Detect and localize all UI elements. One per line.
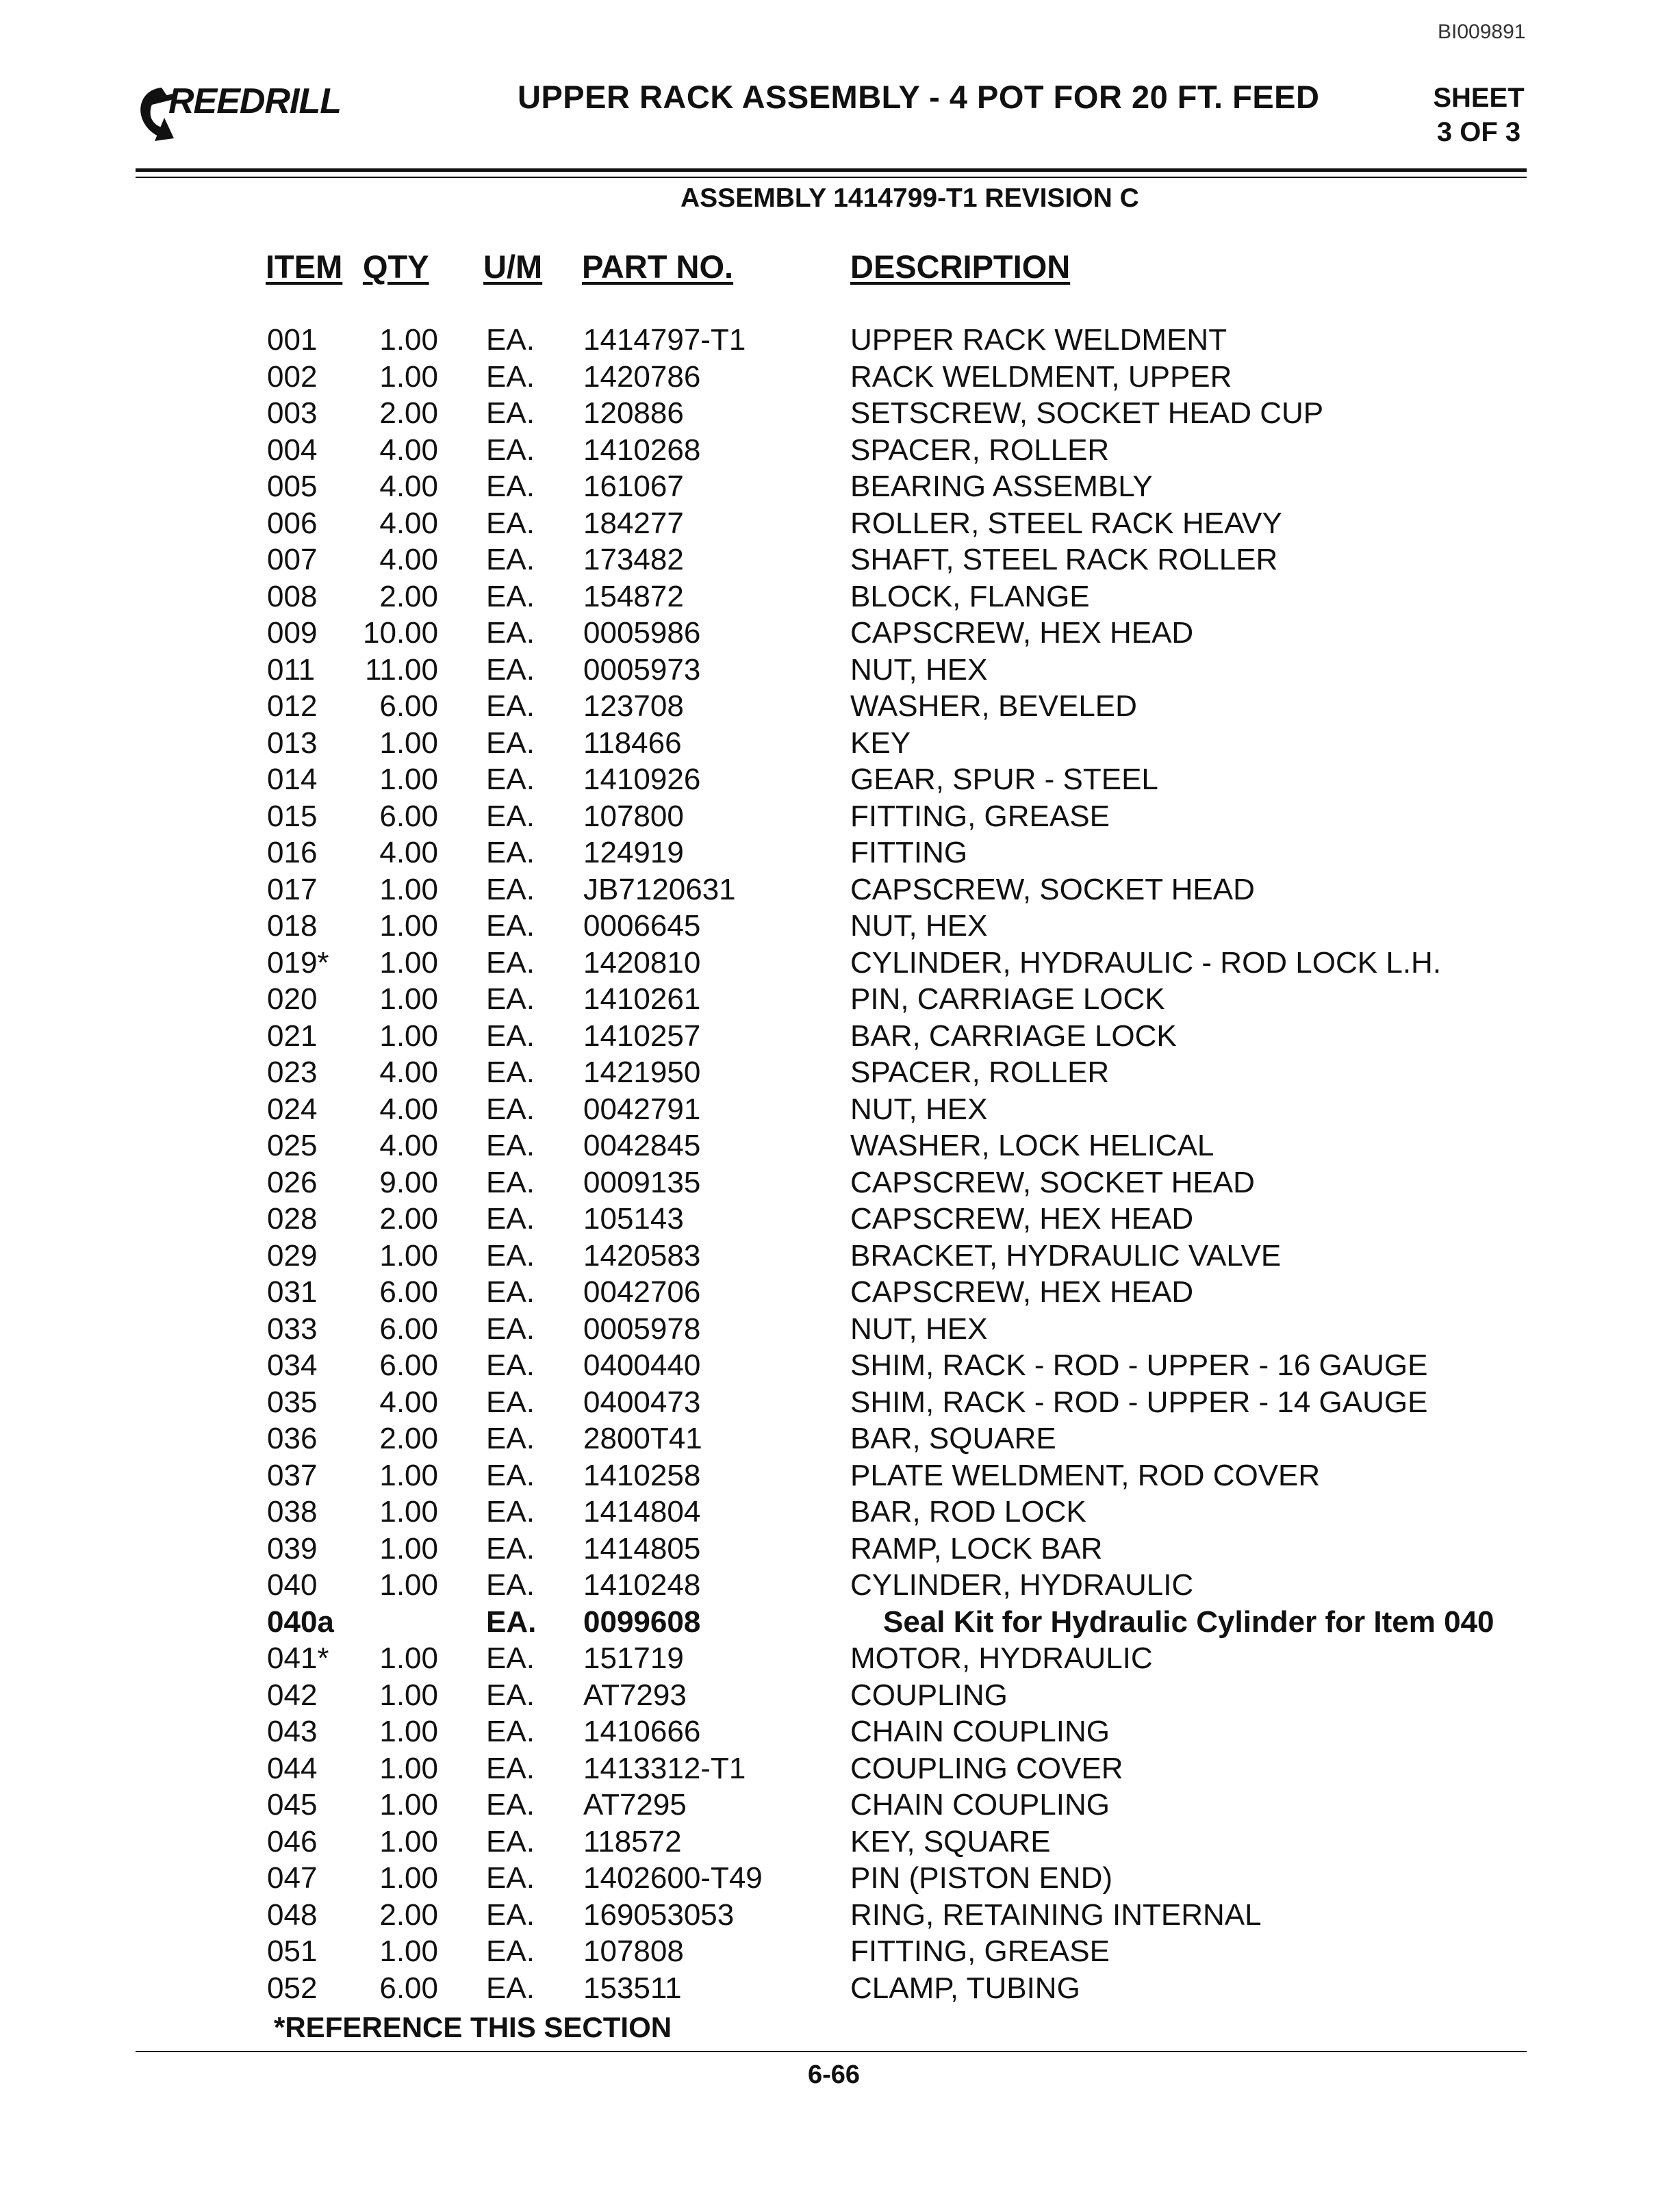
qty-cell: 1.00 <box>379 1531 438 1566</box>
part-number-cell: AT7293 <box>583 1678 687 1712</box>
qty-cell: 1.00 <box>379 763 438 796</box>
qty-cell: 1.00 <box>379 726 438 760</box>
table-row <box>0 432 1680 469</box>
table-row <box>0 761 1680 798</box>
um-cell: EA. <box>486 689 535 723</box>
item-cell: 033 <box>267 1312 318 1346</box>
part-number-cell: 1414804 <box>583 1495 701 1529</box>
item-cell: 021 <box>267 1019 318 1053</box>
qty-cell: 2.00 <box>379 1422 438 1455</box>
um-cell: EA. <box>486 836 535 869</box>
description-cell: GEAR, SPUR - STEEL <box>850 763 1158 796</box>
table-row <box>0 1238 1680 1275</box>
page-title: UPPER RACK ASSEMBLY - 4 POT FOR 20 FT. FEED <box>518 79 1320 115</box>
company-logo <box>134 77 367 152</box>
item-cell: 031 <box>267 1275 318 1309</box>
um-cell: EA. <box>486 652 535 687</box>
footer-rule <box>136 2051 1527 2052</box>
table-row <box>0 981 1680 1018</box>
um-cell: EA. <box>486 1495 535 1529</box>
item-cell: 014 <box>267 763 318 796</box>
um-cell: EA. <box>486 1531 535 1566</box>
um-cell: EA. <box>486 945 535 980</box>
item-cell: 006 <box>267 506 318 540</box>
part-number-cell: 118466 <box>583 726 682 760</box>
table-row <box>0 1201 1680 1238</box>
table-row <box>0 541 1680 578</box>
item-cell: 026 <box>267 1165 318 1199</box>
table-row <box>0 834 1680 871</box>
table-row <box>0 798 1680 835</box>
item-cell: 045 <box>267 1788 318 1822</box>
qty-cell: 4.00 <box>379 1056 438 1089</box>
table-row <box>0 1677 1680 1714</box>
part-number-cell: 1420583 <box>583 1238 701 1273</box>
table-row <box>0 1347 1680 1384</box>
item-cell: 037 <box>267 1458 318 1492</box>
table-row <box>0 1897 1680 1934</box>
part-number-cell: 1414797-T1 <box>583 323 746 357</box>
part-number-cell: 173482 <box>583 543 684 576</box>
table-row <box>0 945 1680 982</box>
part-number-cell: 1414805 <box>583 1531 701 1566</box>
part-number-cell: 105143 <box>583 1202 684 1236</box>
description-cell: SPACER, ROLLER <box>850 433 1110 467</box>
qty-cell: 4.00 <box>379 1385 438 1419</box>
um-cell: EA. <box>486 1202 535 1236</box>
description-cell: SHIM, RACK - ROD - UPPER - 14 GAUGE <box>850 1385 1428 1419</box>
part-number-cell: 1410268 <box>583 433 701 467</box>
qty-cell: 4.00 <box>379 470 438 503</box>
qty-cell: 1.00 <box>379 909 438 943</box>
item-cell: 001 <box>267 323 318 357</box>
um-cell: EA. <box>486 1275 535 1309</box>
qty-cell: 1.00 <box>379 1934 438 1968</box>
description-cell: CYLINDER, HYDRAULIC <box>850 1568 1194 1602</box>
description-cell: SHIM, RACK - ROD - UPPER - 16 GAUGE <box>850 1349 1428 1382</box>
description-cell: BAR, CARRIAGE LOCK <box>850 1019 1177 1053</box>
description-cell: CAPSCREW, HEX HEAD <box>850 1202 1194 1236</box>
table-row <box>0 1970 1680 2007</box>
qty-cell: 1.00 <box>379 1641 438 1675</box>
um-cell: EA. <box>486 1898 535 1932</box>
part-number-cell: 1410261 <box>583 982 701 1016</box>
qty-cell: 1.00 <box>379 1458 438 1492</box>
um-cell: EA. <box>486 1715 535 1748</box>
table-row <box>0 322 1680 359</box>
description-cell: CLAMP, TUBING <box>850 1971 1080 2005</box>
um-cell: EA. <box>486 1165 535 1199</box>
um-cell: EA. <box>486 909 535 943</box>
item-cell: 028 <box>267 1202 318 1236</box>
table-row <box>0 1787 1680 1824</box>
item-cell: 023 <box>267 1056 318 1089</box>
part-number-cell: 0042845 <box>583 1129 701 1162</box>
um-cell: EA. <box>486 1971 535 2005</box>
description-cell: MOTOR, HYDRAULIC <box>850 1641 1153 1675</box>
um-cell: EA. <box>486 396 535 430</box>
item-cell: 046 <box>267 1824 318 1858</box>
part-number-cell: 0400473 <box>583 1385 701 1419</box>
item-cell: 005 <box>267 470 318 503</box>
part-number-cell: 0005986 <box>583 616 701 650</box>
qty-cell: 1.00 <box>379 1568 438 1602</box>
table-row <box>0 505 1680 542</box>
description-cell: CAPSCREW, SOCKET HEAD <box>850 1165 1255 1199</box>
part-number-cell: 1410926 <box>583 763 701 796</box>
description-cell: SHAFT, STEEL RACK ROLLER <box>850 543 1278 576</box>
item-cell: 040a <box>267 1605 334 1639</box>
table-row <box>0 1384 1680 1421</box>
item-cell: 048 <box>267 1898 318 1932</box>
item-cell: 003 <box>267 396 318 430</box>
qty-cell: 6.00 <box>379 1312 438 1346</box>
part-number-cell: 1420810 <box>583 945 701 980</box>
item-cell: 036 <box>267 1422 318 1455</box>
description-cell: NUT, HEX <box>850 652 988 687</box>
qty-cell: 1.00 <box>379 1238 438 1273</box>
part-number-cell: 107808 <box>583 1934 684 1968</box>
qty-cell: 1.00 <box>379 945 438 980</box>
part-number-cell: 0042706 <box>583 1275 701 1309</box>
description-cell: PIN, CARRIAGE LOCK <box>850 982 1165 1016</box>
sheet-indicator <box>1424 81 1533 149</box>
qty-cell: 4.00 <box>379 543 438 576</box>
qty-cell: 1.00 <box>379 872 438 906</box>
qty-cell: 4.00 <box>379 1092 438 1126</box>
document-id: BI009891 <box>1438 21 1526 43</box>
item-cell: 015 <box>267 799 318 833</box>
description-cell: RING, RETAINING INTERNAL <box>850 1898 1262 1932</box>
description-cell: WASHER, BEVELED <box>850 689 1137 723</box>
table-row <box>0 395 1680 432</box>
description-cell: COUPLING <box>850 1678 1008 1712</box>
part-number-cell: 1410257 <box>583 1019 701 1053</box>
description-cell: Seal Kit for Hydraulic Cylinder for Item 040 <box>883 1605 1494 1639</box>
item-cell: 038 <box>267 1495 318 1529</box>
um-cell: EA. <box>486 1641 535 1675</box>
table-row <box>0 1933 1680 1970</box>
item-cell: 042 <box>267 1678 318 1712</box>
um-cell: EA. <box>486 1056 535 1089</box>
qty-cell: 4.00 <box>379 1129 438 1162</box>
table-row <box>0 1054 1680 1091</box>
part-number-cell: 2800T41 <box>583 1422 702 1455</box>
um-cell: EA. <box>486 1385 535 1419</box>
um-cell: EA. <box>486 579 535 613</box>
table-row <box>0 1640 1680 1677</box>
description-cell: CHAIN COUPLING <box>850 1788 1110 1822</box>
item-cell: 024 <box>267 1092 318 1126</box>
qty-cell: 1.00 <box>379 1715 438 1748</box>
item-cell: 035 <box>267 1385 318 1419</box>
column-header-description: DESCRIPTION <box>850 248 1071 285</box>
description-cell: NUT, HEX <box>850 909 988 943</box>
um-cell: EA. <box>486 1092 535 1126</box>
description-cell: SETSCREW, SOCKET HEAD CUP <box>850 396 1324 430</box>
part-number-cell: 184277 <box>583 506 684 540</box>
part-number-cell: 161067 <box>583 470 684 503</box>
qty-cell: 6.00 <box>379 1349 438 1382</box>
table-row <box>0 1018 1680 1055</box>
item-cell: 052 <box>267 1971 318 2005</box>
part-number-cell: 1421950 <box>583 1056 701 1089</box>
part-number-cell: 1420786 <box>583 359 701 394</box>
table-row <box>0 1091 1680 1128</box>
item-cell: 019* <box>267 945 329 980</box>
item-cell: 020 <box>267 982 318 1016</box>
um-cell: EA. <box>486 1312 535 1346</box>
part-number-cell: 1413312-T1 <box>583 1751 746 1785</box>
part-number-cell: 1410258 <box>583 1458 701 1492</box>
part-number-cell: 153511 <box>583 1971 682 2005</box>
qty-cell: 4.00 <box>379 433 438 467</box>
item-cell: 047 <box>267 1861 318 1895</box>
table-row <box>0 1824 1680 1861</box>
description-cell: SPACER, ROLLER <box>850 1056 1110 1089</box>
table-row <box>0 688 1680 725</box>
um-cell: EA. <box>486 982 535 1016</box>
qty-cell: 11.00 <box>365 652 438 687</box>
qty-cell: 1.00 <box>379 1788 438 1822</box>
description-cell: ROLLER, STEEL RACK HEAVY <box>850 506 1282 540</box>
table-row <box>0 871 1680 908</box>
um-cell: EA. <box>486 616 535 650</box>
item-cell: 017 <box>267 872 318 906</box>
description-cell: RACK WELDMENT, UPPER <box>850 359 1232 394</box>
um-cell: EA. <box>486 470 535 503</box>
description-cell: CAPSCREW, HEX HEAD <box>850 1275 1194 1309</box>
um-cell: EA. <box>486 1458 535 1492</box>
part-number-cell: 154872 <box>583 579 684 613</box>
part-number-cell: AT7295 <box>583 1788 687 1822</box>
part-number-cell: 124919 <box>583 836 684 869</box>
part-number-cell: 0005978 <box>583 1312 701 1346</box>
header-rule-thin <box>136 177 1527 178</box>
part-number-cell: 120886 <box>583 396 684 430</box>
um-cell: EA. <box>486 1678 535 1712</box>
table-row <box>0 725 1680 762</box>
column-header-item: ITEM <box>266 248 343 285</box>
um-cell: EA. <box>486 1349 535 1382</box>
description-cell: FITTING, GREASE <box>850 1934 1110 1968</box>
table-row <box>0 908 1680 945</box>
item-cell: 029 <box>267 1238 318 1273</box>
description-cell: KEY <box>850 726 911 760</box>
item-cell: 041* <box>267 1641 329 1675</box>
description-cell: KEY, SQUARE <box>850 1824 1051 1858</box>
description-cell: UPPER RACK WELDMENT <box>850 323 1227 357</box>
assembly-label: ASSEMBLY 1414799-T1 REVISION C <box>680 183 1139 213</box>
parts-list <box>0 322 1680 2006</box>
item-cell: 044 <box>267 1751 318 1785</box>
table-row <box>0 1420 1680 1457</box>
table-row <box>0 1127 1680 1164</box>
table-row <box>0 652 1680 689</box>
table-row <box>0 1860 1680 1897</box>
description-cell: FITTING, GREASE <box>850 799 1110 833</box>
qty-cell: 1.00 <box>379 359 438 394</box>
sheet-label: SHEET <box>1433 83 1525 113</box>
um-cell: EA. <box>486 1568 535 1602</box>
item-cell: 040 <box>267 1568 318 1602</box>
um-cell: EA. <box>486 1751 535 1785</box>
qty-cell: 6.00 <box>379 1275 438 1309</box>
part-number-cell: 0005973 <box>583 652 701 687</box>
um-cell: EA. <box>486 1605 537 1639</box>
table-row <box>0 468 1680 505</box>
table-row <box>0 615 1680 652</box>
part-number-cell: 0400440 <box>583 1349 701 1382</box>
item-cell: 018 <box>267 909 318 943</box>
qty-cell: 1.00 <box>379 1678 438 1712</box>
part-number-cell: 123708 <box>583 689 684 723</box>
item-cell: 034 <box>267 1349 318 1382</box>
table-row <box>0 1567 1680 1604</box>
description-cell: CAPSCREW, HEX HEAD <box>850 616 1194 650</box>
item-cell: 051 <box>267 1934 318 1968</box>
um-cell: EA. <box>486 763 535 796</box>
qty-cell: 1.00 <box>379 1824 438 1858</box>
part-number-cell: 169053053 <box>583 1898 735 1932</box>
um-cell: EA. <box>486 726 535 760</box>
table-row <box>0 1604 1680 1641</box>
um-cell: EA. <box>486 433 535 467</box>
description-cell: CAPSCREW, SOCKET HEAD <box>850 872 1255 906</box>
item-cell: 009 <box>267 616 318 650</box>
qty-cell: 6.00 <box>379 689 438 723</box>
um-cell: EA. <box>486 799 535 833</box>
table-row <box>0 1494 1680 1531</box>
qty-cell: 1.00 <box>379 323 438 357</box>
part-number-cell: 0006645 <box>583 909 701 943</box>
um-cell: EA. <box>486 1788 535 1822</box>
qty-cell: 9.00 <box>379 1165 438 1199</box>
qty-cell: 1.00 <box>379 1861 438 1895</box>
part-number-cell: 151719 <box>583 1641 684 1675</box>
item-cell: 013 <box>267 726 318 760</box>
page-number: 6-66 <box>808 2060 861 2089</box>
description-cell: FITTING <box>850 836 968 869</box>
description-cell: PIN (PISTON END) <box>850 1861 1113 1895</box>
table-row <box>0 1311 1680 1348</box>
um-cell: EA. <box>486 543 535 576</box>
table-row <box>0 1457 1680 1494</box>
description-cell: CYLINDER, HYDRAULIC - ROD LOCK L.H. <box>850 945 1442 980</box>
qty-cell: 1.00 <box>379 1495 438 1529</box>
item-cell: 011 <box>267 652 316 687</box>
description-cell: CHAIN COUPLING <box>850 1715 1110 1748</box>
item-cell: 002 <box>267 359 318 394</box>
um-cell: EA. <box>486 323 535 357</box>
description-cell: COUPLING COVER <box>850 1751 1123 1785</box>
part-number-cell: 1410666 <box>583 1715 701 1748</box>
description-cell: PLATE WELDMENT, ROD COVER <box>850 1458 1321 1492</box>
um-cell: EA. <box>486 359 535 394</box>
part-number-cell: 0009135 <box>583 1165 701 1199</box>
qty-cell: 1.00 <box>379 1019 438 1053</box>
description-cell: BAR, ROD LOCK <box>850 1495 1086 1529</box>
qty-cell: 6.00 <box>379 1971 438 2005</box>
description-cell: BLOCK, FLANGE <box>850 579 1090 613</box>
footnote: *REFERENCE THIS SECTION <box>274 2011 672 2043</box>
um-cell: EA. <box>486 1934 535 1968</box>
description-cell: NUT, HEX <box>850 1092 988 1126</box>
um-cell: EA. <box>486 1422 535 1455</box>
table-row <box>0 1274 1680 1311</box>
description-cell: RAMP, LOCK BAR <box>850 1531 1103 1566</box>
part-number-cell: 0099608 <box>583 1605 701 1639</box>
um-cell: EA. <box>486 1861 535 1895</box>
table-row <box>0 359 1680 396</box>
qty-cell: 2.00 <box>379 396 438 430</box>
column-header-qty: QTY <box>363 248 429 285</box>
part-number-cell: 1410248 <box>583 1568 701 1602</box>
item-cell: 007 <box>267 543 318 576</box>
sheet-value: 3 OF 3 <box>1436 117 1521 147</box>
part-number-cell: 118572 <box>583 1824 682 1858</box>
um-cell: EA. <box>486 872 535 906</box>
qty-cell: 10.00 <box>363 616 439 650</box>
qty-cell: 4.00 <box>379 836 438 869</box>
qty-cell: 6.00 <box>379 799 438 833</box>
qty-cell: 4.00 <box>379 506 438 540</box>
table-row <box>0 1750 1680 1787</box>
um-cell: EA. <box>486 506 535 540</box>
um-cell: EA. <box>486 1824 535 1858</box>
qty-cell: 2.00 <box>379 1898 438 1932</box>
table-row <box>0 1713 1680 1750</box>
item-cell: 004 <box>267 433 318 467</box>
logo-text: REEDRILL <box>168 81 341 121</box>
column-header-part: PART NO. <box>582 248 734 285</box>
table-row <box>0 1531 1680 1568</box>
header-rule-thick <box>136 168 1527 172</box>
um-cell: EA. <box>486 1238 535 1273</box>
column-header-um: U/M <box>483 248 543 285</box>
part-number-cell: 1402600-T49 <box>583 1861 763 1895</box>
item-cell: 016 <box>267 836 318 869</box>
table-row <box>0 1164 1680 1201</box>
um-cell: EA. <box>486 1129 535 1162</box>
description-cell: BEARING ASSEMBLY <box>850 470 1153 503</box>
qty-cell: 1.00 <box>379 982 438 1016</box>
part-number-cell: 107800 <box>583 799 684 833</box>
qty-cell: 1.00 <box>379 1751 438 1785</box>
item-cell: 025 <box>267 1129 318 1162</box>
description-cell: BAR, SQUARE <box>850 1422 1056 1455</box>
item-cell: 043 <box>267 1715 318 1748</box>
item-cell: 039 <box>267 1531 318 1566</box>
item-cell: 012 <box>267 689 318 723</box>
description-cell: NUT, HEX <box>850 1312 988 1346</box>
item-cell: 008 <box>267 579 318 613</box>
qty-cell: 2.00 <box>379 579 438 613</box>
description-cell: WASHER, LOCK HELICAL <box>850 1129 1214 1162</box>
part-number-cell: JB7120631 <box>583 872 736 906</box>
um-cell: EA. <box>486 1019 535 1053</box>
part-number-cell: 0042791 <box>583 1092 701 1126</box>
table-row <box>0 578 1680 615</box>
description-cell: BRACKET, HYDRAULIC VALVE <box>850 1238 1282 1273</box>
qty-cell: 2.00 <box>379 1202 438 1236</box>
